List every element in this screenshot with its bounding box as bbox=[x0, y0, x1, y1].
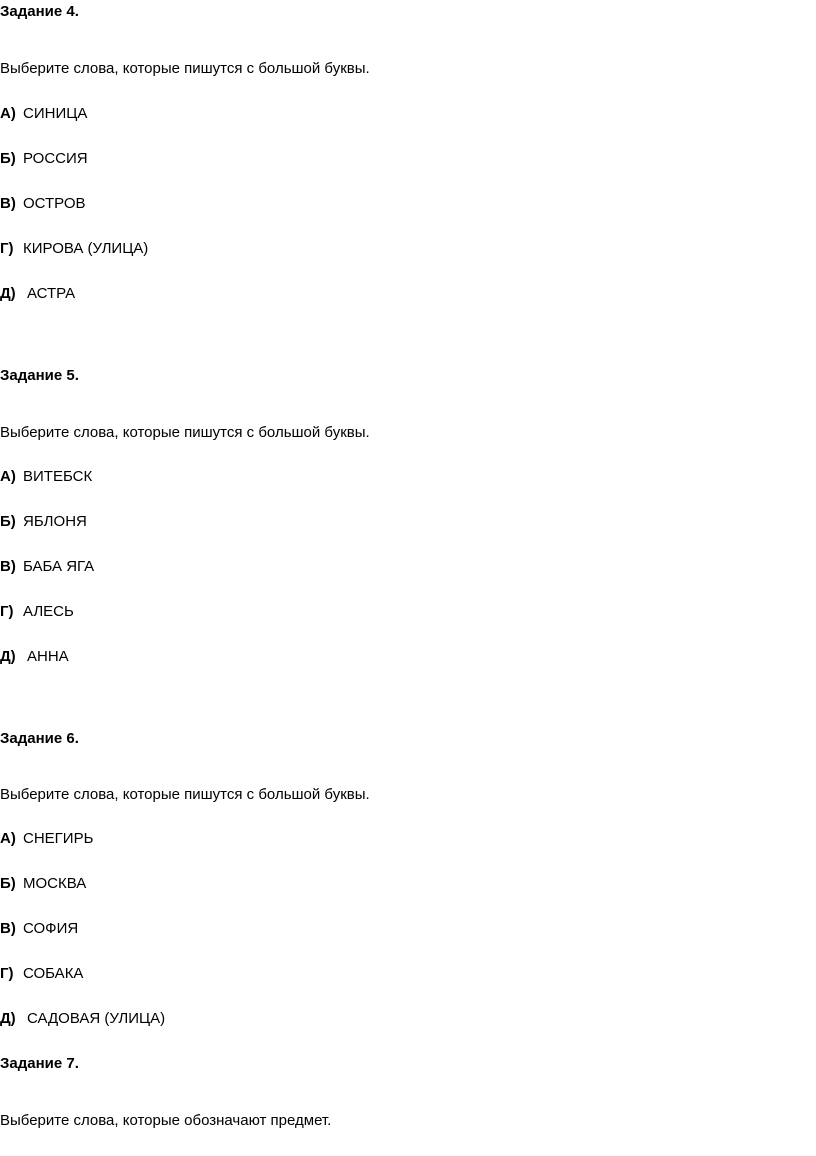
option-text: АННА bbox=[27, 648, 69, 665]
task-4-option-v bbox=[0, 194, 86, 214]
task-4-heading: Задание 4. bbox=[0, 3, 79, 20]
task-5-option-v bbox=[0, 557, 94, 577]
option-letter: А) bbox=[0, 830, 16, 847]
task-6-heading: Задание 6. bbox=[0, 730, 79, 747]
task-4-question: Выберите слова, которые пишутся с большой буквы. bbox=[0, 60, 370, 77]
option-letter: Б) bbox=[0, 150, 16, 167]
option-letter: Б) bbox=[0, 875, 16, 892]
option-letter: Д) bbox=[0, 285, 16, 302]
task-4-option-g bbox=[0, 239, 148, 259]
task-6-question: Выберите слова, которые пишутся с большой буквы. bbox=[0, 786, 370, 803]
option-text: ЯБЛОНЯ bbox=[23, 513, 87, 530]
option-letter: Г) bbox=[0, 965, 14, 982]
task-7-heading: Задание 7. bbox=[0, 1055, 79, 1072]
option-text: ОСТРОВ bbox=[23, 195, 86, 212]
option-text: РОССИЯ bbox=[23, 150, 88, 167]
option-letter: В) bbox=[0, 558, 16, 575]
task-6-option-g bbox=[0, 964, 83, 984]
option-text: СОБАКА bbox=[23, 965, 84, 982]
option-text: ВИТЕБСК bbox=[23, 468, 93, 485]
task-4-option-d bbox=[0, 284, 75, 304]
task-4-option-b bbox=[0, 149, 88, 169]
option-text: АСТРА bbox=[27, 285, 76, 302]
option-text: СНЕГИРЬ bbox=[23, 830, 94, 847]
task-5-heading: Задание 5. bbox=[0, 367, 79, 384]
option-letter: Г) bbox=[0, 240, 14, 257]
option-text: БАБА ЯГА bbox=[23, 558, 95, 575]
task-6-option-v bbox=[0, 919, 78, 939]
option-text: СИНИЦА bbox=[23, 105, 88, 122]
task-5-option-a bbox=[0, 467, 92, 487]
option-text: САДОВАЯ (УЛИЦА) bbox=[27, 1010, 166, 1027]
task-5-option-d bbox=[0, 647, 69, 667]
option-letter: В) bbox=[0, 920, 16, 937]
option-text: СОФИЯ bbox=[23, 920, 79, 937]
task-5-option-g bbox=[0, 602, 74, 622]
option-text: МОСКВА bbox=[23, 875, 87, 892]
option-letter: В) bbox=[0, 195, 16, 212]
option-text: АЛЕСЬ bbox=[23, 603, 74, 620]
option-letter: А) bbox=[0, 468, 16, 485]
option-letter: Д) bbox=[0, 648, 16, 665]
task-7-question: Выберите слова, которые обозначают предмет. bbox=[0, 1112, 332, 1129]
option-letter: Г) bbox=[0, 603, 14, 620]
task-6-option-d bbox=[0, 1009, 165, 1029]
task-4-option-a bbox=[0, 104, 87, 124]
task-5-question: Выберите слова, которые пишутся с большой буквы. bbox=[0, 424, 370, 441]
option-letter: Д) bbox=[0, 1010, 16, 1027]
option-text: КИРОВА (УЛИЦА) bbox=[23, 240, 149, 257]
task-6-option-a bbox=[0, 829, 93, 849]
option-letter: А) bbox=[0, 105, 16, 122]
task-5-option-b bbox=[0, 512, 87, 532]
option-letter: Б) bbox=[0, 513, 16, 530]
task-6-option-b bbox=[0, 874, 86, 894]
